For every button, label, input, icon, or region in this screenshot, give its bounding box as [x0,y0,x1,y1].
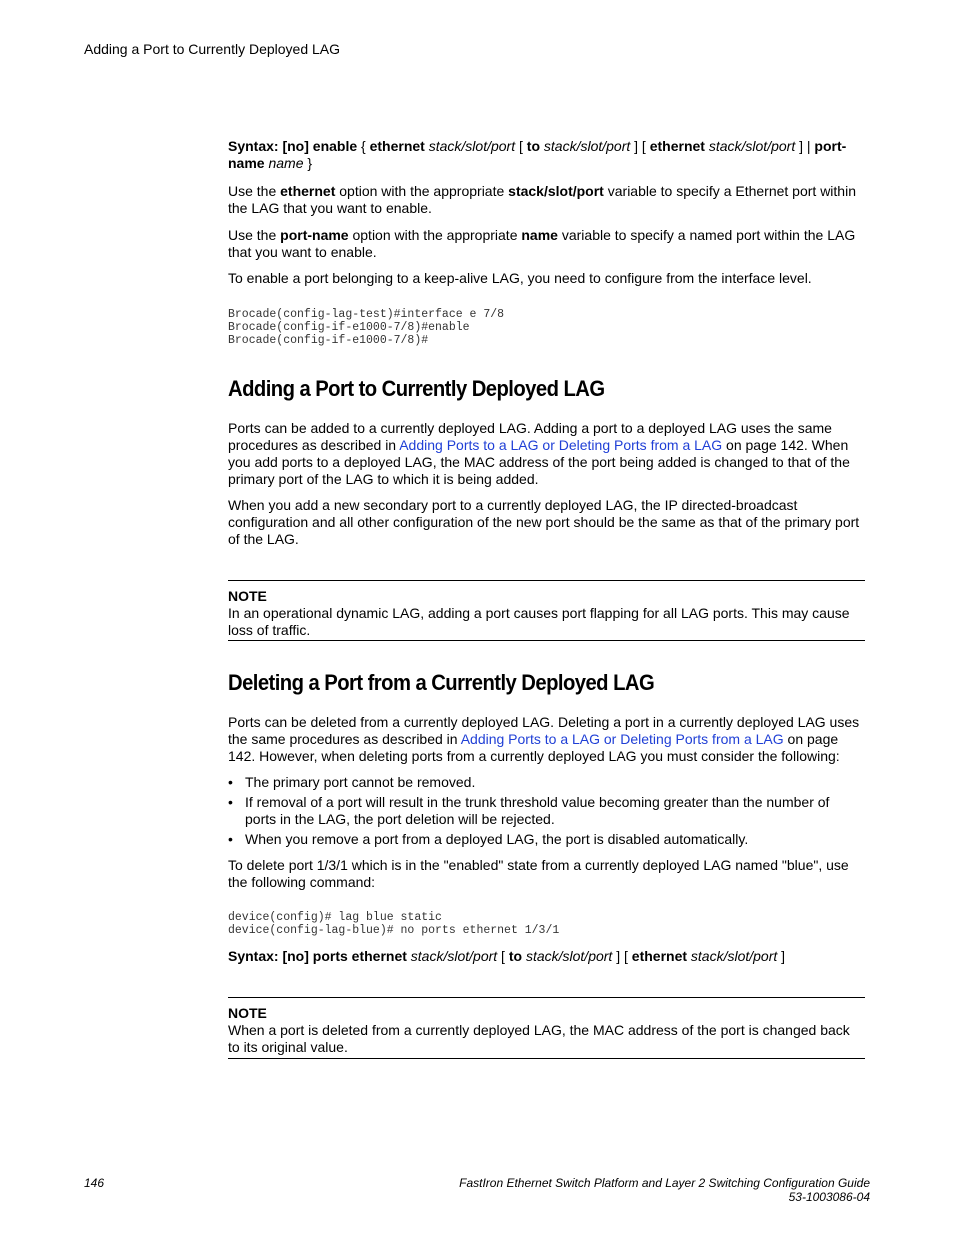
list-item: • The primary port cannot be removed. [228,774,848,791]
paragraph-ethernet-option: Use the ethernet option with the appropriate stack/slot/port variable to specify a Ethernet port within the LAG that you want to enable. [228,183,856,216]
cross-reference-link[interactable]: Adding Ports to a LAG or Deleting Ports from a LAG [460,731,784,747]
footer-doc-id: 53-1003086-04 [788,1190,870,1204]
note-box-flapping [228,580,865,641]
note-text: In an operational dynamic LAG, adding a port causes port flapping for all LAG ports. This may cause loss of traffic. [228,605,850,638]
heading-deleting-port: Deleting a Port from a Currently Deployed LAG [228,670,655,695]
paragraph-port-name-option: Use the port-name option with the appropriate name variable to specify a named port within the LAG that you want to enable. [228,227,856,260]
paragraph-keep-alive: To enable a port belonging to a keep-alive LAG, you need to configure from the interface level. [228,270,812,286]
syntax-enable: Syntax: [no] enable { ethernet stack/slot/port [ to stack/slot/port ] [ ethernet stack/slot/port ] | port- name name } [228,138,847,171]
heading-adding-port: Adding a Port to Currently Deployed LAG [228,376,605,401]
note-box-mac-address [228,997,865,1059]
paragraph-deleting-intro: Ports can be deleted from a currently deployed LAG. Deleting a port in a currently deployed LAG uses the same procedures as described in Adding Ports to a LAG or Deleting Ports from a LAG on page 142. However, when deleting ports from a currently deployed LAG you must consider the following: [228,714,860,764]
paragraph-delete-example: To delete port 1/3/1 which is in the "enabled" state from a currently deployed LAG named "blue", use the following command: [228,857,849,890]
list-item: • When you remove a port from a deployed LAG, the port is disabled automatically. [228,831,848,848]
code-block-enable: Brocade(config-lag-test)#interface e 7/8 Brocade(config-if-e1000-7/8)#enable Brocade(config-if-e1000-7/8)# [228,308,505,347]
page-number: 146 [84,1176,105,1190]
note-title: NOTE [228,588,267,604]
considerations-list [228,774,848,848]
cross-reference-link[interactable]: Adding Ports to a LAG or Deleting Ports from a LAG [399,437,723,453]
paragraph-secondary-port: When you add a new secondary port to a currently deployed LAG, the IP directed-broadcast configuration and all other configuration of the new port should be the same as that of the primary port of the LAG. [228,497,860,547]
paragraph-adding-intro: Ports can be added to a currently deployed LAG. Adding a port to a deployed LAG uses the same procedures as described in Adding Ports to a LAG or Deleting Ports from a LAG on page 142. When you add ports to a deployed LAG, the MAC address of the port being added is changed to that of the primary port of the LAG to which it is being added. [228,420,850,487]
running-header: Adding a Port to Currently Deployed LAG [84,41,341,57]
syntax-ports-ethernet: Syntax: [no] ports ethernet stack/slot/port [ to stack/slot/port ] [ ethernet stack/slot/port ] [228,948,786,964]
code-block-delete: device(config)# lag blue static device(config-lag-blue)# no ports ethernet 1/3/1 [228,911,560,937]
note-text: When a port is deleted from a currently deployed LAG, the MAC address of the port is changed back to its original value. [228,1022,850,1055]
list-item: • If removal of a port will result in the trunk threshold value becoming greater than the number of ports in the LAG, the port deletion will be rejected. [228,794,848,828]
footer-doc-title: FastIron Ethernet Switch Platform and Layer 2 Switching Configuration Guide 53-1003086-04 [459,1176,870,1204]
note-title: NOTE [228,1005,267,1021]
